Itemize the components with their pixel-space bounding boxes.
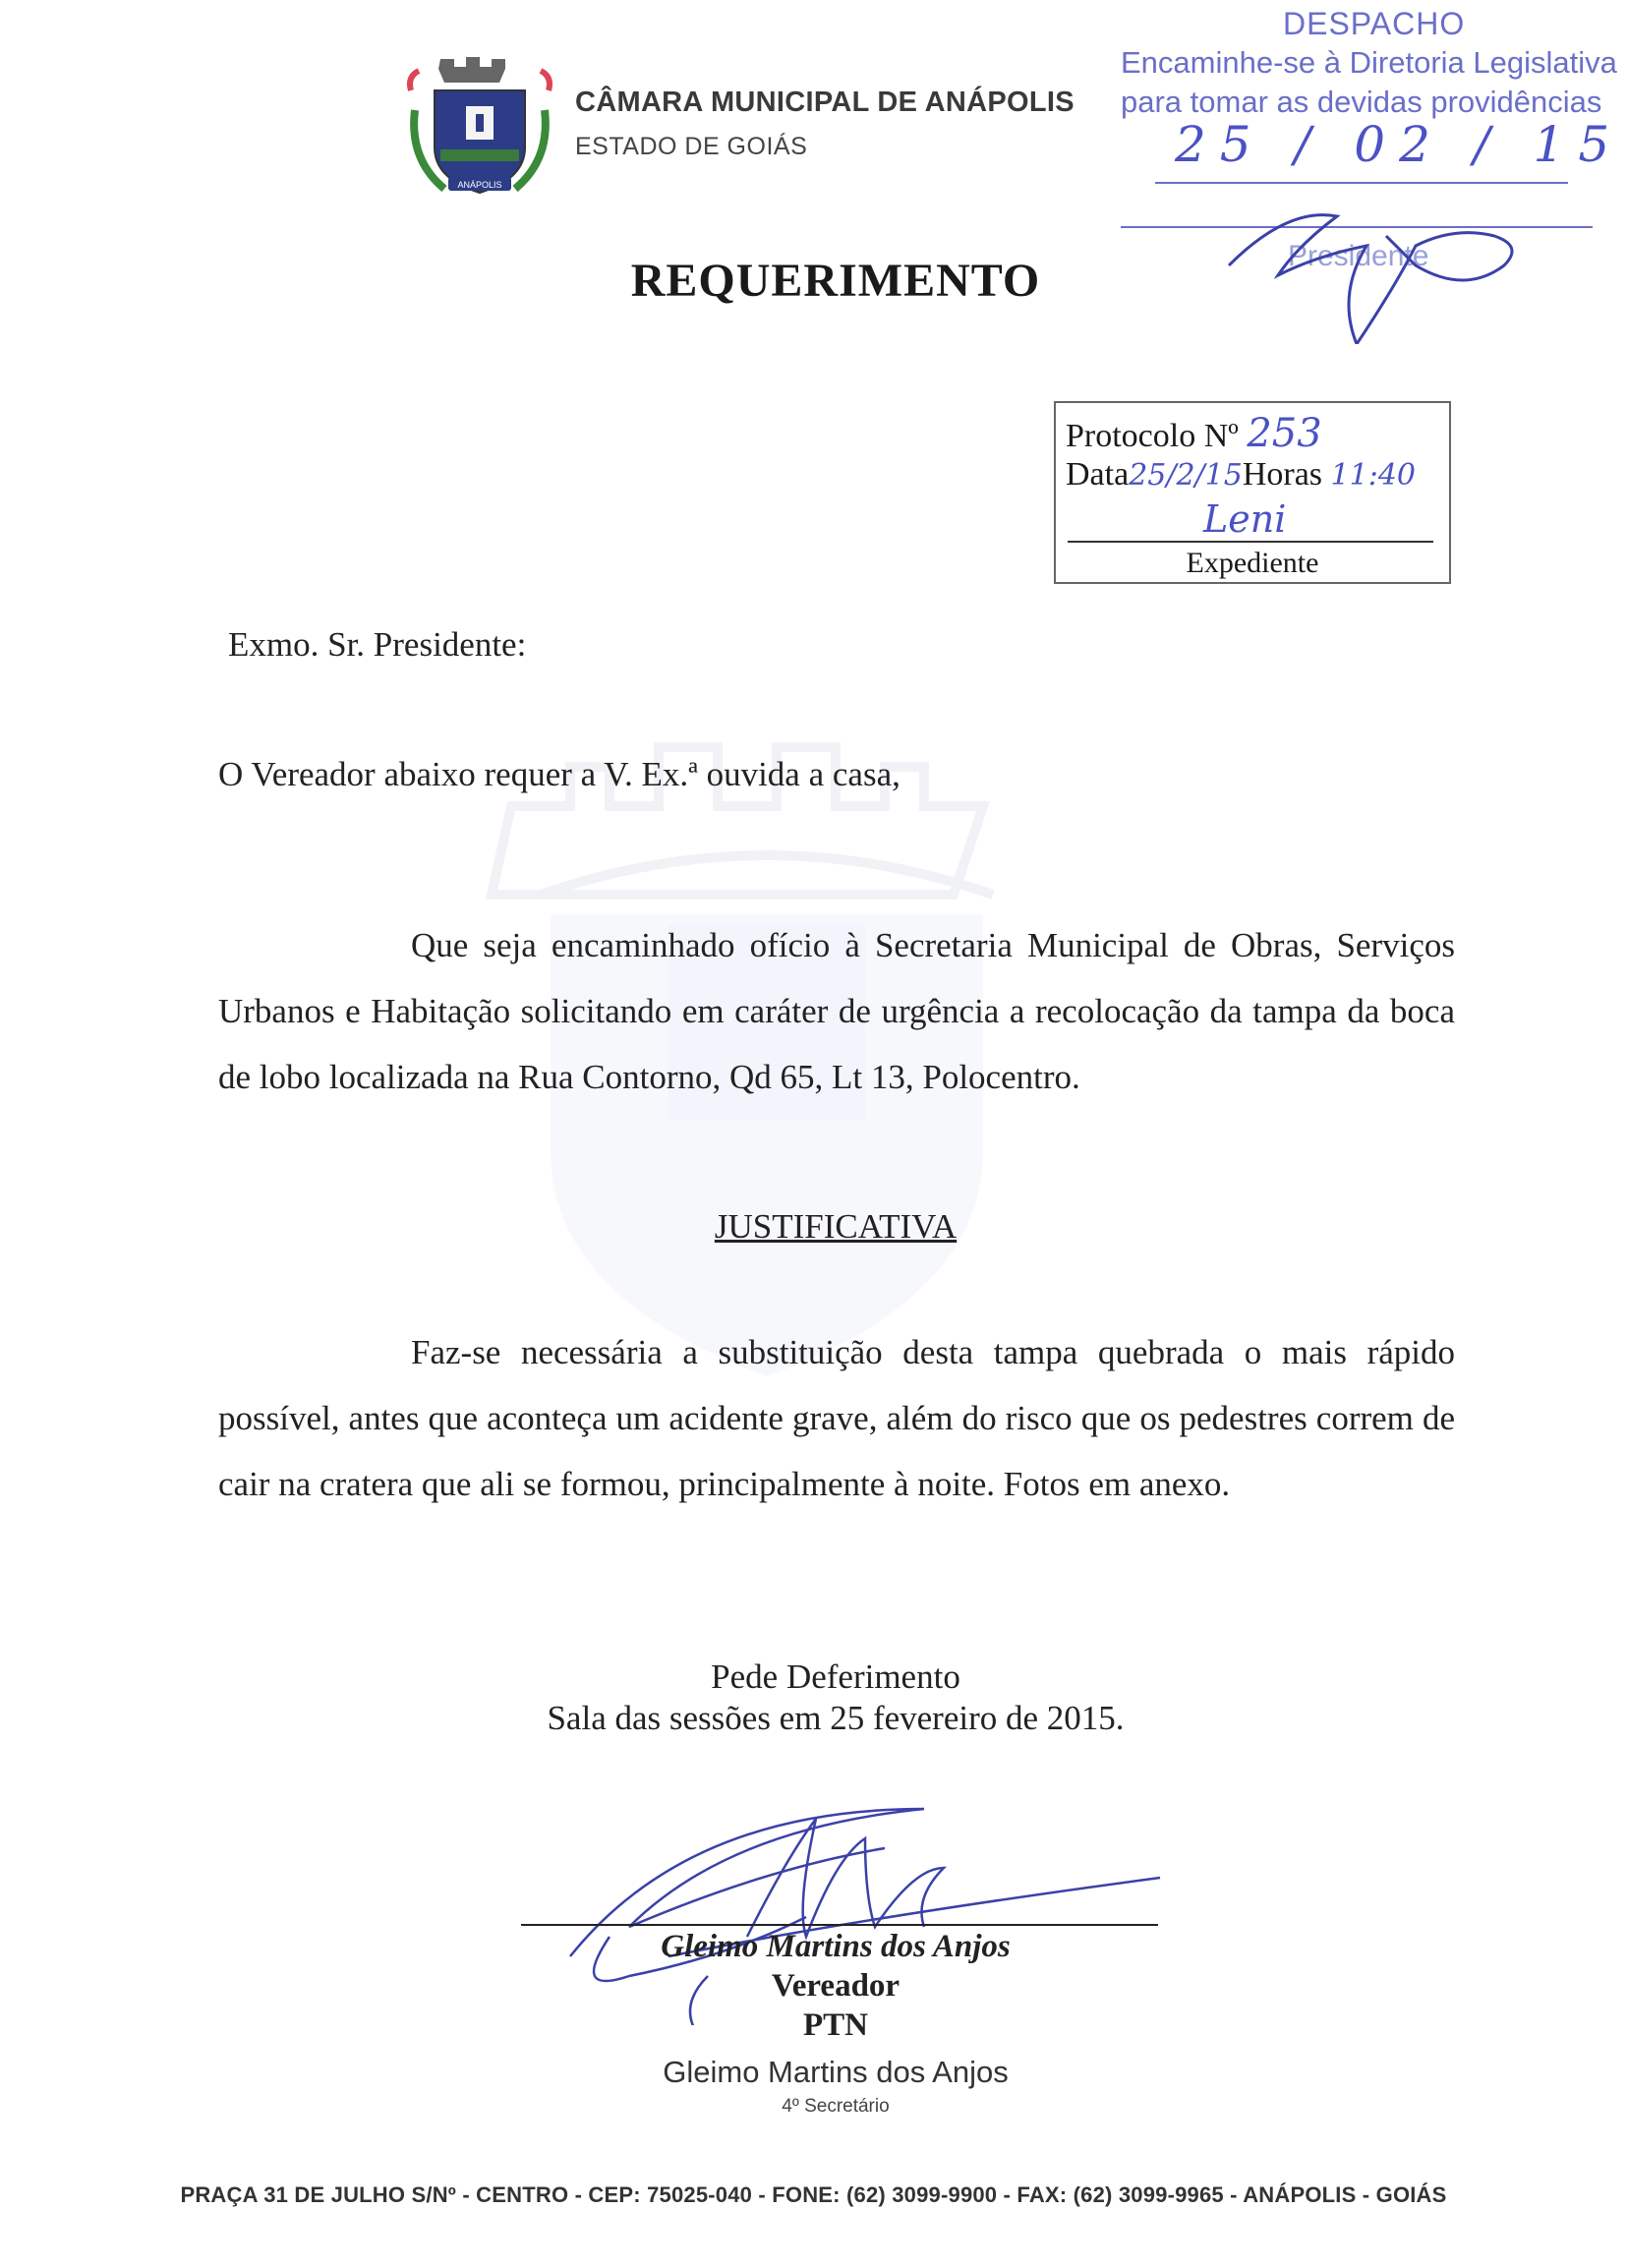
protocol-date-label: Data	[1066, 456, 1130, 493]
protocol-number-label: Protocolo Nº	[1066, 418, 1239, 454]
despacho-line1: Encaminhe-se à Diretoria Legislativa	[1121, 45, 1617, 80]
protocol-date-value: 25/2/15	[1129, 458, 1243, 493]
justification-title: JUSTIFICATIVA	[714, 1207, 958, 1246]
closing-request: Pede Deferimento	[711, 1657, 960, 1696]
signer-party: PTN	[803, 2007, 868, 2043]
protocol-hours-label: Horas	[1242, 456, 1323, 493]
signature-line	[521, 1924, 1158, 1926]
crest-icon	[401, 51, 558, 199]
justification-paragraph: Faz-se necessária a substituição desta tampa quebrada o mais rápido possível, antes que aconteça um acidente grave, além do risco que os pedestres correm de cair na cratera que ali se formou, principalmente à noite. Fotos em anexo.	[218, 1333, 1455, 1503]
signer-stamp-name: Gleimo Martins dos Anjos	[663, 2055, 1009, 2089]
org-name: CÂMARA MUNICIPAL DE ANÁPOLIS	[575, 87, 1075, 118]
document-title: REQUERIMENTO	[630, 255, 1041, 307]
request-paragraph: Que seja encaminhado ofício à Secretaria Municipal de Obras, Serviços Urbanos e Habitação solicitando em caráter de urgência a recolocação da tampa da boca de lobo localizada na Rua Contorno, Qd 65, Lt 13, Polocentro.	[218, 926, 1455, 1096]
crest-label: ANÁPOLIS	[457, 180, 502, 190]
despacho-line2: para tomar as devidas providências	[1121, 85, 1602, 119]
signer-name: Gleimo Martins dos Anjos	[661, 1929, 1011, 1964]
despacho-date: 25 / 02 / 15	[1175, 116, 1624, 173]
protocol-date-row	[1066, 456, 1416, 494]
protocol-initials: Leni	[1203, 497, 1287, 541]
signer-stamp-role: 4º Secretário	[782, 2096, 890, 2117]
protocol-department: Expediente	[1186, 547, 1319, 579]
opening-line: O Vereador abaixo requer a V. Ex.ª ouvida a casa,	[218, 755, 901, 793]
despacho-role: Presidente	[1288, 240, 1429, 272]
despacho-title: DESPACHO	[1283, 6, 1466, 41]
signer-role: Vereador	[771, 1968, 901, 2004]
protocol-box	[1054, 401, 1451, 584]
protocol-number-row	[1066, 411, 1322, 456]
protocol-number-value: 253	[1247, 411, 1322, 456]
protocol-hours-value: 11:40	[1330, 458, 1417, 493]
org-state: ESTADO DE GOIÁS	[575, 133, 808, 160]
footer-address: PRAÇA 31 DE JULHO S/Nº - CENTRO - CEP: 75025-040 - FONE: (62) 3099-9900 - FAX: (62) 3099-9965 - ANÁPOLIS - GOIÁS	[180, 2182, 1447, 2207]
protocol-expediente-line	[1068, 541, 1433, 543]
closing-session: Sala das sessões em 25 fevereiro de 2015.	[547, 1699, 1125, 1737]
salutation: Exmo. Sr. Presidente:	[228, 625, 527, 664]
